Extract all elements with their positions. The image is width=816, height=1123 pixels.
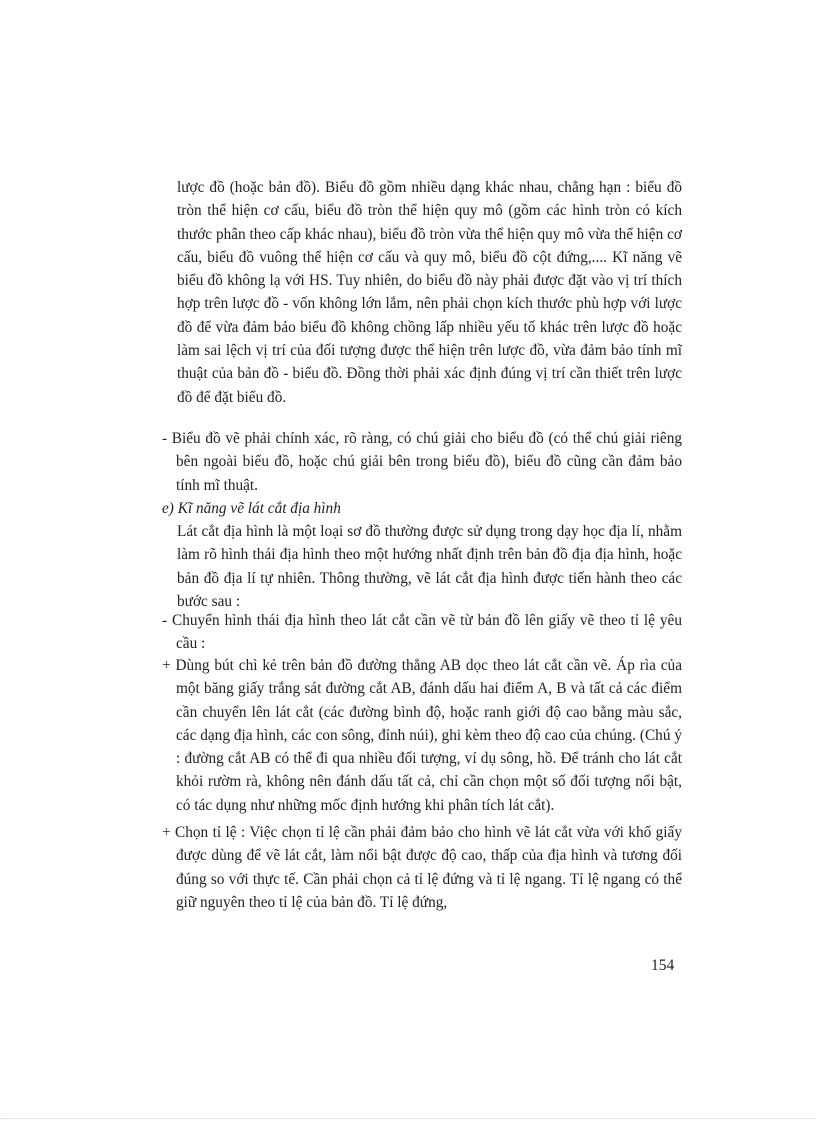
paragraph-chart-description: lược đồ (hoặc bản đồ). Biểu đồ gồm nhiều dạng khác nhau, chẳng hạn : biểu đồ tròn thể hiện cơ cấu, biểu đồ tròn thể hiện quy mô (gồm các hình tròn có kích thước phân theo cấp khác nhau), biểu đồ tròn vừa thể hiện quy mô vừa thể hiện cơ cấu, biểu đồ vuông thể hiện cơ cấu và quy mô, biểu đồ cột đứng,.... Kĩ năng vẽ biểu đồ không lạ với HS. Tuy nhiên, do biểu đồ này phải được đặt vào vị trí thích hợp trên lược đồ - vốn không lớn lắm, nên phải chọn kích thước phù hợp với lược đồ để vừa đảm bảo biểu đồ không chồng lấp nhiều yếu tố khác trên lược đồ hoặc làm sai lệch vị trí của đối tượng được thể hiện trên lược đồ, vừa đảm bảo tính mĩ thuật của bản đồ - biểu đồ. Đồng thời phải xác định đúng vị trí cần thiết trên lược đồ để đặt biểu đồ.	[177, 179, 682, 406]
paragraph-scale-step: + Chọn tỉ lệ : Việc chọn tỉ lệ cần phải đảm bảo cho hình vẽ lát cắt vừa với khổ giấy được dùng để vẽ lát cắt, làm nổi bật được độ cao, thấp của địa hình và tương đối đúng so với thực tế. Cần phải chọn cả tỉ lệ đứng và tỉ lệ ngang. Tỉ lệ ngang có thể giữ nguyên theo tỉ lệ của bản đồ. Tỉ lệ đứng,	[162, 824, 682, 911]
paragraph-chart-accuracy: - Biểu đồ vẽ phải chính xác, rõ ràng, có chú giải cho biểu đồ (có thể chú giải riêng bên ngoài biểu đồ, hoặc chú giải bên trong biểu đồ), biểu đồ cũng cần đảm bảo tính mĩ thuật.	[162, 430, 682, 494]
paragraph-transfer-step: - Chuyển hình thái địa hình theo lát cắt cần vẽ từ bản đồ lên giấy vẽ theo tỉ lệ yêu cầu :	[162, 612, 682, 653]
bottom-divider	[0, 1118, 816, 1119]
paragraph-draw-line-step: + Dùng bút chì kẻ trên bản đồ đường thẳng AB dọc theo lát cắt cần vẽ. Áp rìa của một băng giấy trắng sát đường cắt AB, đánh dấu hai điểm A, B và tất cả các điểm cần chuyển lên lát cắt (các đường bình độ, hoặc ranh giới độ cao bằng màu sắc, các dạng địa hình, các con sông, đỉnh núi), ghi kèm theo độ cao của chúng. (Chú ý : đường cắt AB có thể đi qua nhiều đối tượng, ví dụ sông, hồ. Để tránh cho lát cắt khỏi rườm rà, không nên đánh dấu tất cả, chỉ cần chọn một số đối tượng nổi bật, có tác dụng như những mốc định hướng khi phân tích lát cắt).	[162, 657, 682, 814]
section-heading: e) Kĩ năng vẽ lát cắt địa hình	[162, 500, 341, 517]
paragraph-cross-section-intro: Lát cắt địa hình là một loại sơ đồ thường được sử dụng trong dạy học địa lí, nhằm làm rõ hình thái địa hình theo một hướng nhất định trên bản đồ địa địa hình, hoặc bản đồ địa lí tự nhiên. Thông thường, vẽ lát cắt địa hình được tiến hành theo các bước sau :	[177, 523, 682, 610]
page-number: 154	[651, 957, 675, 974]
